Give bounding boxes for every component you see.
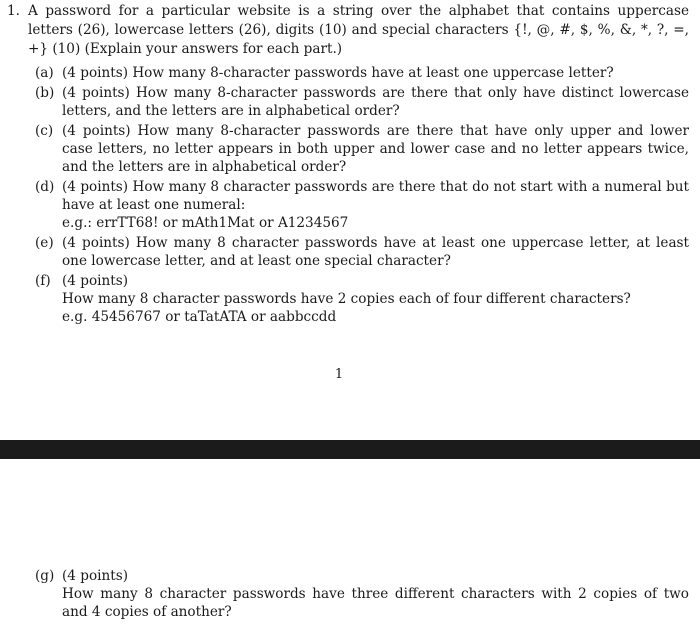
part-example: e.g.: errTT68! or mAth1Mat or A1234567	[62, 215, 349, 231]
part-example: e.g. 45456767 or taTatATA or aabbccdd	[62, 309, 337, 325]
part-text: (4 points) How many 8-character passwords are there that only have distinct lowercase letters, and the letters are in alphabetical order?	[62, 85, 689, 119]
part-c	[35, 122, 689, 176]
part-label: (c)	[35, 123, 54, 139]
part-label: (g)	[35, 568, 55, 584]
part-label: (d)	[35, 179, 55, 195]
part-points: (4 points)	[62, 273, 129, 289]
page-divider-bar	[0, 440, 700, 459]
part-label: (f)	[35, 273, 51, 289]
part-text: How many 8 character passwords have 2 copies each of four different characters?	[62, 291, 631, 307]
part-f	[35, 272, 689, 326]
part-label: (e)	[35, 235, 54, 251]
question-1	[7, 2, 689, 59]
part-d	[35, 178, 689, 232]
parts-list	[35, 64, 689, 328]
part-text: (4 points) How many 8-character passwords are there that have only upper and lower case letters, no letter appears in both upper and lower case and no letter appears twice, and the letters are in alphabetical order?	[62, 123, 689, 175]
part-label: (a)	[35, 65, 54, 81]
part-text: How many 8 character passwords have three different characters with 2 copies of two and 4 copies of another?	[62, 586, 689, 620]
part-g	[35, 567, 689, 621]
question-number: 1.	[7, 3, 20, 19]
part-a	[35, 64, 689, 82]
part-label: (b)	[35, 85, 55, 101]
part-text: (4 points) How many 8 character passwords have at least one uppercase letter, at least one lowercase letter, and at least one special character?	[62, 235, 689, 269]
parts-list-continued	[35, 567, 689, 623]
part-points: (4 points)	[62, 568, 129, 584]
page-number: 1	[334, 367, 344, 382]
part-text: (4 points) How many 8 character passwords are there that do not start with a numeral but have at least one numeral:	[62, 179, 689, 213]
question-intro: A password for a particular website is a string over the alphabet that contains uppercase letters (26), lowercase letters (26), digits (10) and special characters {!, @, #, $, %, &, *, ?, =, +} (10) (Explain your answers for each part.)	[28, 3, 689, 57]
part-text: (4 points) How many 8-character passwords have at least one uppercase letter?	[62, 65, 614, 81]
part-b	[35, 84, 689, 120]
part-e	[35, 234, 689, 270]
